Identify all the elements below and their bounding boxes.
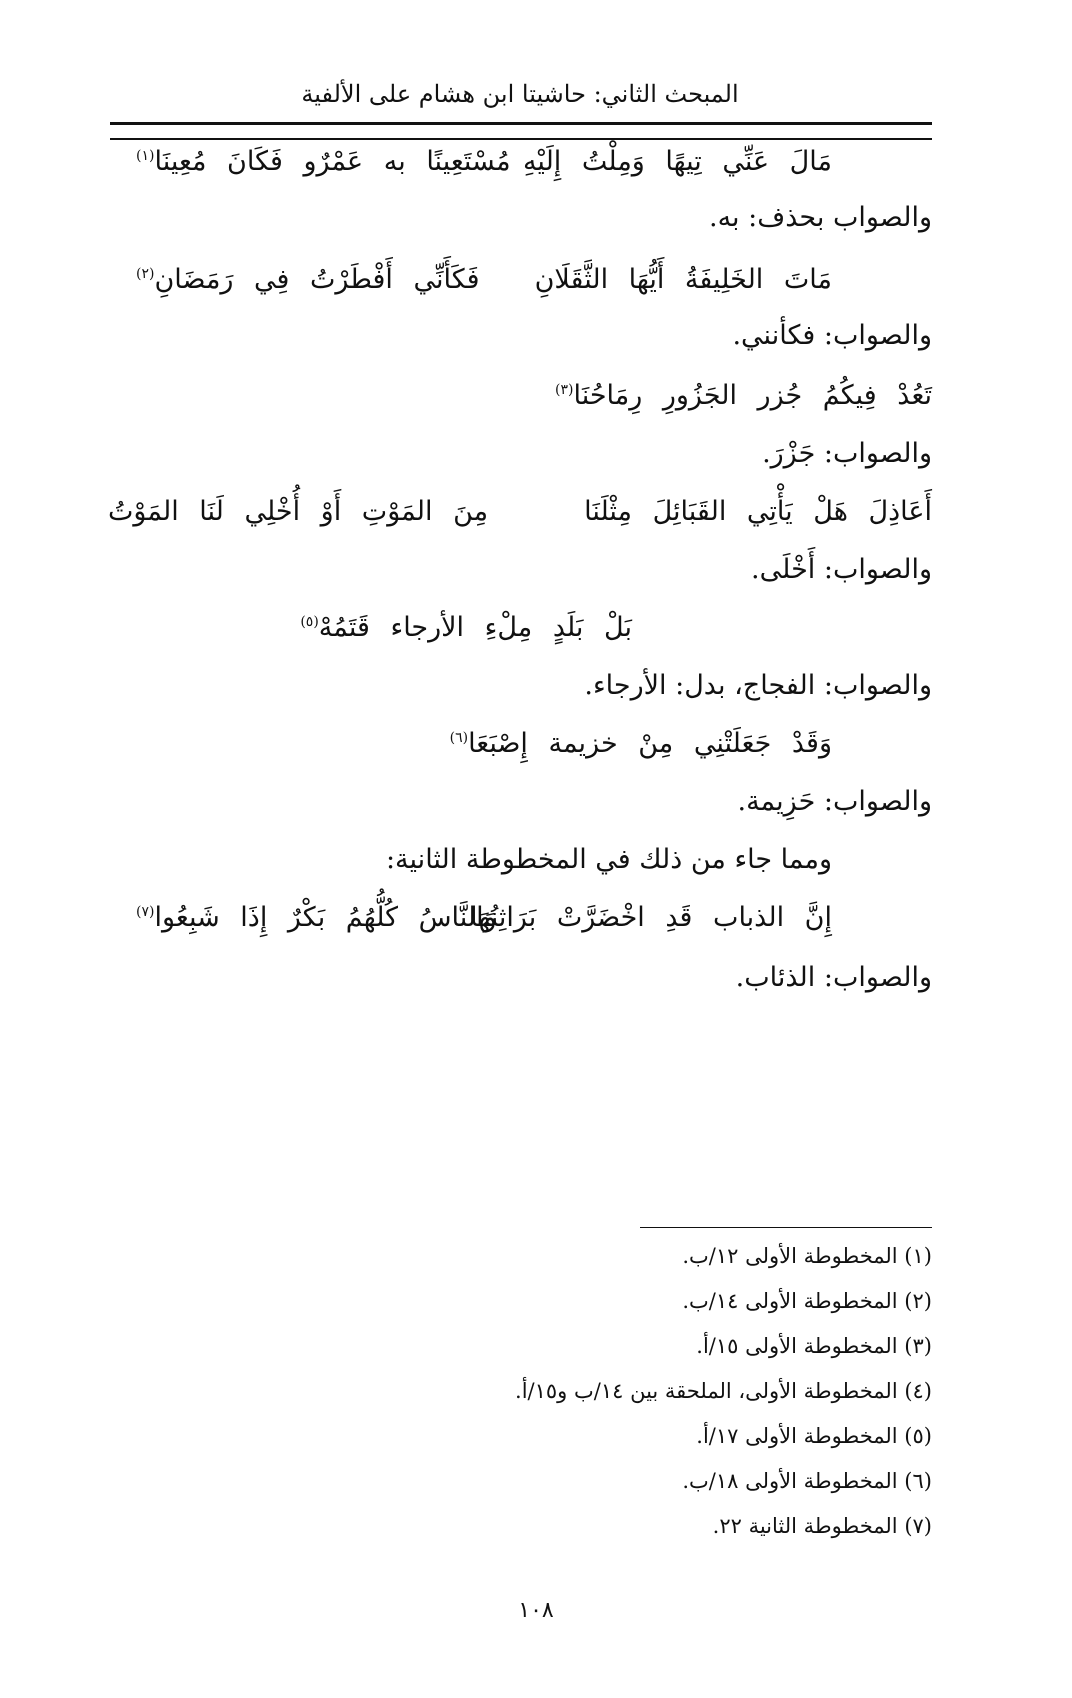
intro-second-manuscript: ومما جاء من ذلك في المخطوطة الثانية: bbox=[385, 844, 832, 875]
verse-2-first-hemistich: مَاتَ الخَلِيفَةُ أَيُّهَا الثَّقَلَانِ bbox=[534, 264, 832, 295]
correction-5: والصواب: الفجاج، بدل: الأرجاء. bbox=[584, 670, 932, 701]
correction-4: والصواب: أَخْلَى. bbox=[751, 554, 932, 585]
footnote-separator bbox=[640, 1227, 932, 1228]
page-number: ١٠٨ bbox=[518, 1598, 554, 1623]
verse-5-text: بَلْ بَلَدٍ مِلْءِ الأرجاء قَتَمُهْ bbox=[318, 612, 632, 643]
header-rule-thick bbox=[110, 122, 932, 125]
footnote-ref-1: (١) bbox=[136, 148, 155, 164]
verse-7-first-hemistich: إِنَّ الذباب قَدِ اخْضَرَّتْ بَرَاثِنُهَا bbox=[470, 902, 832, 933]
verse-7-second-text: وَالنَّاسُ كُلُّهُمُ بَكْرٌ إِذَا شَبِعُوا bbox=[154, 902, 497, 933]
correction-1: والصواب بحذف: به. bbox=[709, 202, 932, 233]
footnote-7: (٧) المخطوطة الثانية ٢٢. bbox=[712, 1514, 932, 1538]
footnote-4: (٤) المخطوطة الأولى، الملحقة بين ١٤/ب و١٥/أ. bbox=[515, 1379, 932, 1403]
verse-4-second-hemistich: مِنَ المَوْتِ أَوْ أُخْلِي لَنَا المَوْتُ bbox=[108, 496, 489, 527]
correction-3: والصواب: جَزْرَ. bbox=[762, 438, 932, 469]
header-rule-thin bbox=[110, 138, 932, 140]
footnote-ref-2: (٢) bbox=[136, 266, 155, 282]
verse-6 bbox=[450, 728, 832, 759]
running-header: المبحث الثاني: حاشيتا ابن هشام على الألفية bbox=[301, 80, 739, 108]
correction-7: والصواب: الذئاب. bbox=[735, 962, 932, 993]
verse-1-second-text: مُسْتَعِينًا به عَمْرٌو فَكَانَ مُعِينَا bbox=[154, 146, 511, 177]
footnote-ref-5: (٥) bbox=[300, 614, 319, 630]
correction-2: والصواب: فكأنني. bbox=[732, 320, 932, 351]
footnote-1: (١) المخطوطة الأولى ١٢/ب. bbox=[682, 1244, 932, 1268]
footnote-5: (٥) المخطوطة الأولى ١٧/أ. bbox=[696, 1424, 932, 1448]
verse-3 bbox=[555, 380, 932, 411]
verse-2-second-hemistich bbox=[136, 264, 480, 295]
verse-5 bbox=[300, 612, 632, 643]
verse-2-second-text: فَكَأَنِّي أَفْطَرْتُ فِي رَمَضَانِ bbox=[154, 264, 480, 295]
verse-7-second-hemistich bbox=[136, 902, 497, 933]
footnote-ref-3: (٣) bbox=[555, 382, 574, 398]
verse-1-second-hemistich bbox=[136, 146, 511, 177]
verse-4-first-hemistich: أَعَاذِلَ هَلْ يَأْتِي القَبَائِلَ مِثْلَنَا bbox=[584, 496, 932, 527]
footnote-ref-6: (٦) bbox=[449, 730, 469, 746]
footnote-2: (٢) المخطوطة الأولى ١٤/ب. bbox=[682, 1289, 932, 1313]
verse-6-text: وَقَدْ جَعَلَتْنِي مِنْ خزيمة إِصْبَعَا bbox=[468, 728, 832, 759]
footnote-ref-7: (٧) bbox=[136, 904, 155, 920]
correction-6: والصواب: حَزِيمة. bbox=[737, 786, 932, 817]
footnote-3: (٣) المخطوطة الأولى ١٥/أ. bbox=[696, 1334, 932, 1358]
footnote-6: (٦) المخطوطة الأولى ١٨/ب. bbox=[682, 1469, 932, 1493]
verse-1-first-hemistich: مَالَ عَنِّي تِيهًا وَمِلْتُ إِلَيْهِ bbox=[522, 146, 832, 177]
verse-3-text: تَعُدْ فِيكُمُ جُزر الجَزُورِ رِمَاحُنَا bbox=[573, 380, 932, 411]
